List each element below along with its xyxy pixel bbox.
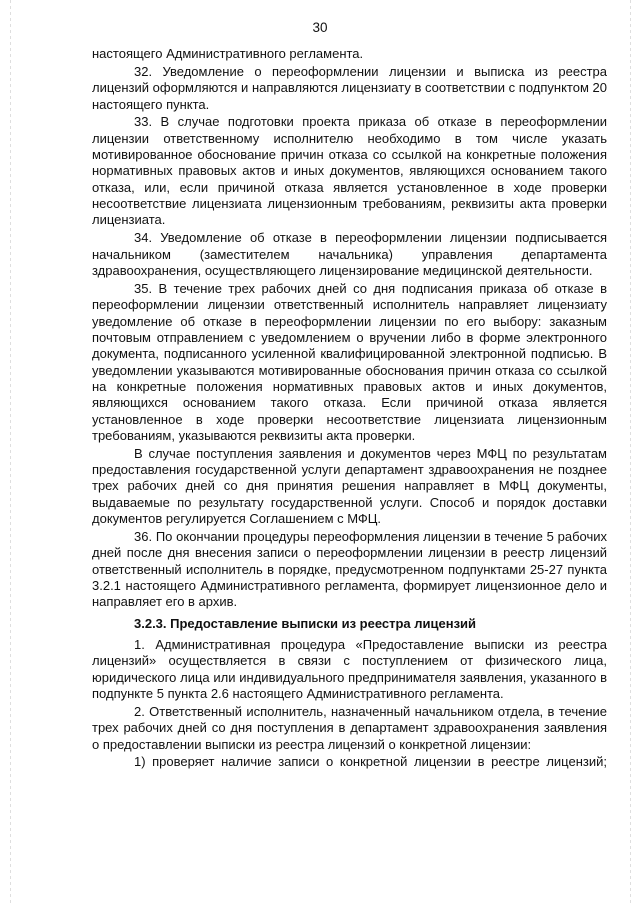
paragraph-continuation: настоящего Административного регламента. — [92, 46, 364, 61]
right-edge-scan-mark — [630, 0, 631, 905]
document-body — [92, 46, 607, 772]
paragraph-2: 2. Ответственный исполнитель, назначенный начальником отдела, в течение трех рабочих дней со дня поступления в департамент здравоохранения заявления о предоставлении выписки из реестра лицензий о конкретной лицензии: — [92, 703, 607, 752]
section-heading-3-2-3: 3.2.3. Предоставление выписки из реестра лицензий — [134, 615, 477, 631]
left-edge-scan-mark — [10, 0, 11, 905]
paragraph-35: 35. В течение трех рабочих дней со дня подписания приказа об отказе в переоформлении лицензии ответственный исполнитель направляет лицензиату уведомление об отказе в переоформлении лицензии по его выбору: заказным почтовым отправлением с уведомлением о вручении либо в форме электронного документа, подписанного усиленной квалифицированной электронной подписью. В уведомлении указываются мотивированные обоснования причин отказа со ссылкой на конкретные положения нормативных правовых актов и иных документов, являющихся основанием такого отказа. Если причиной отказа является установленное в ходе проверки несоответствие лицензиата лицензионным требованиям, указываются реквизиты акта проверки. — [92, 280, 607, 443]
paragraph-34: 34. Уведомление об отказе в переоформлении лицензии подписывается начальником (заместителем начальника) управления департамента здравоохранения, осуществляющего лицензирование медицинской деятельности. — [92, 230, 607, 278]
paragraph-32: 32. Уведомление о переоформлении лицензии и выписка из реестра лицензий оформляются и направляются лицензиату в соответствии с подпунктом 20 настоящего пункта. — [92, 63, 607, 112]
list-item-1: 1) проверяет наличие записи о конкретной лицензии в реестре лицензий; — [134, 754, 607, 770]
paragraph-mfc: В случае поступления заявления и документов через МФЦ по результатам предоставления государственной услуги департамент здравоохранения не позднее трех рабочих дней со дня принятия решения направляет в МФЦ документы, выдаваемые по результату государственной услуги. Способ и порядок доставки документов регулируется Соглашением с МФЦ. — [92, 445, 607, 527]
page-number: 30 — [312, 20, 328, 35]
paragraph-36: 36. По окончании процедуры переоформления лицензии в течение 5 рабочих дней после дня внесения записи о переоформлении лицензии в реестр лицензий ответственный исполнитель в порядке, предусмотренном подпунктами 25-27 пункта 3.2.1 настоящего Административного регламента, формирует лицензионное дело и направляет его в архив. — [92, 528, 607, 610]
paragraph-1: 1. Административная процедура «Предоставление выписки из реестра лицензий» осуществляется в связи с поступлением от физического лица, юридического лица или индивидуального предпринимателя заявления, указанного в подпункте 5 пункта 2.6 настоящего Административного регламента. — [92, 637, 607, 702]
paragraph-33: 33. В случае подготовки проекта приказа об отказе в переоформлении лицензии ответственному исполнителю необходимо в том числе указать мотивированное обоснование причин отказа со ссылкой на конкретные положения нормативных правовых актов и иных документов, являющихся основанием такого отказа, или, если причиной отказа является установленное в ходе проверки несоответствие лицензиата лицензионным требованиям, реквизиты акта проверки лицензиата. — [92, 114, 607, 228]
